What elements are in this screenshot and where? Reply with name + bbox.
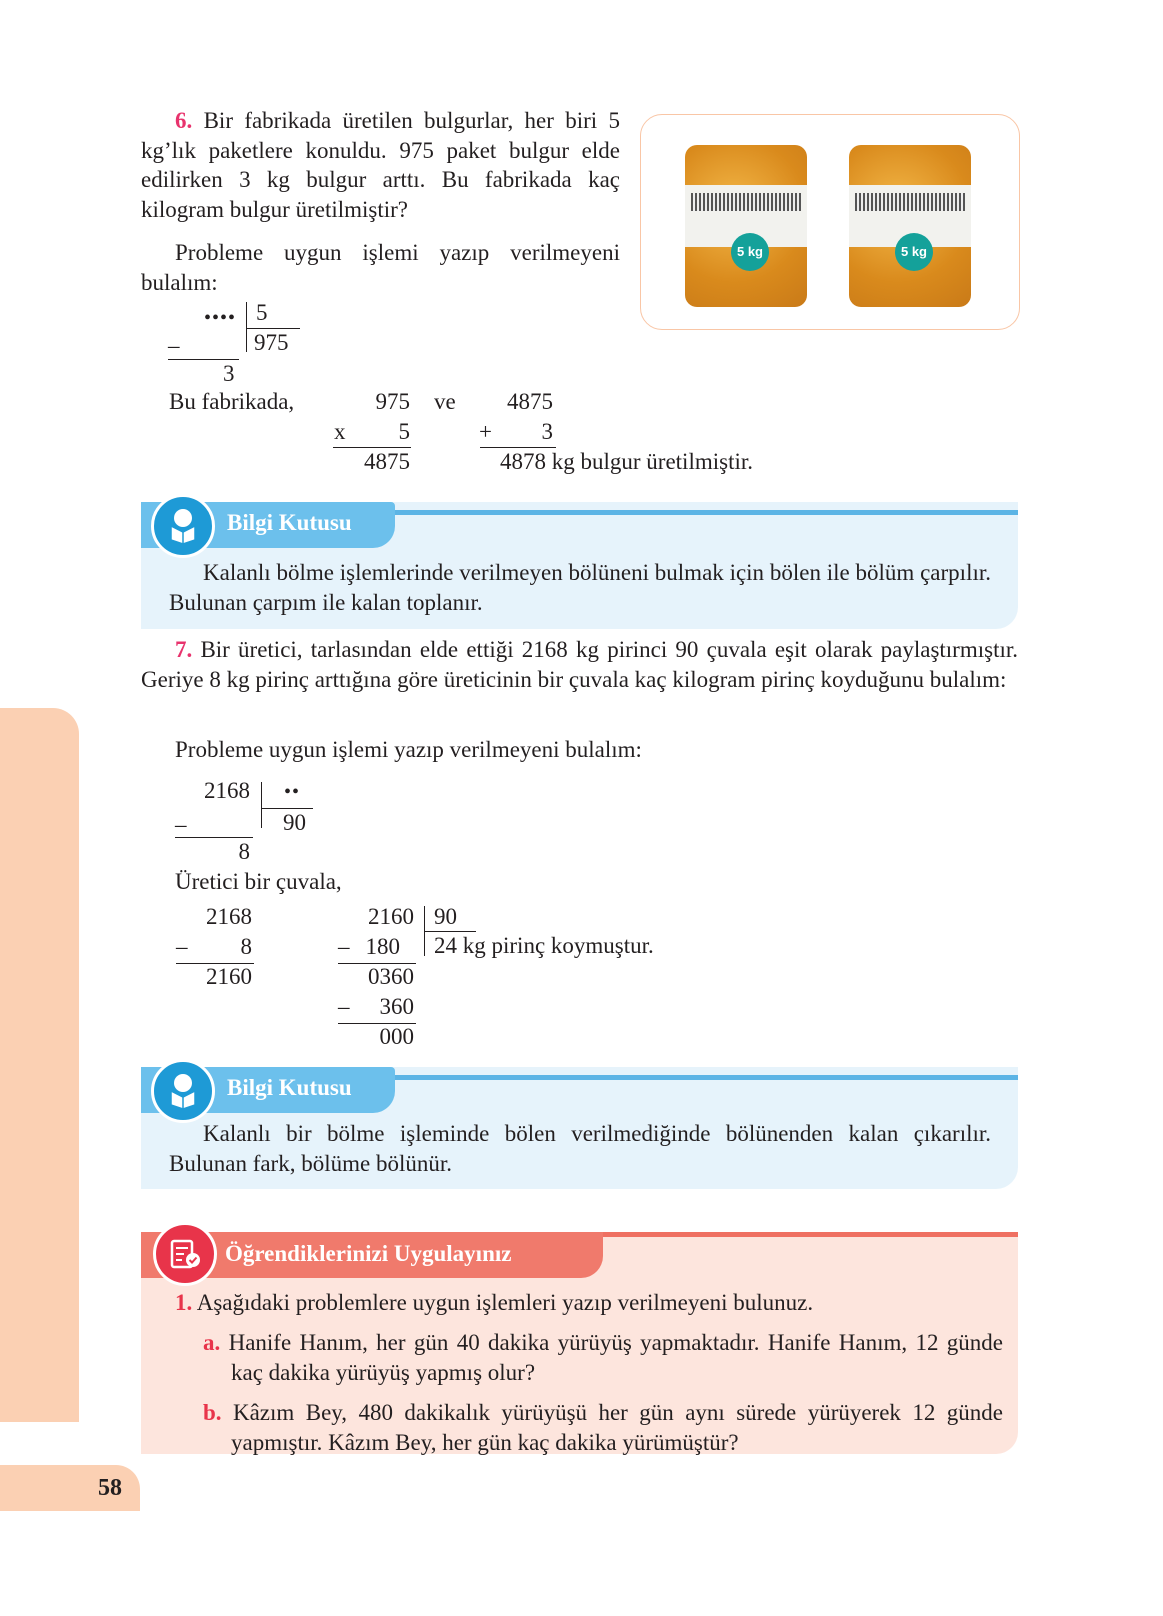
- result-lead: Üretici bir çuvala,: [175, 869, 342, 894]
- add-b: 3: [541, 419, 553, 444]
- remainder: 3: [223, 361, 235, 386]
- ve-text: ve: [434, 389, 456, 414]
- remainder: 8: [238, 839, 250, 864]
- sub-b: 8: [240, 934, 252, 959]
- info-box-title: Bilgi Kutusu: [227, 1075, 352, 1100]
- practice-item-b: [203, 1398, 1003, 1457]
- minus-sign: –: [168, 333, 180, 358]
- long-dividend: 2160: [368, 904, 414, 929]
- problem-number: 7.: [175, 637, 193, 662]
- mul-op: x: [334, 419, 346, 444]
- item-letter: b.: [203, 1400, 222, 1425]
- minus-sign: –: [175, 812, 187, 837]
- long-step1: 180: [365, 934, 400, 959]
- side-margin-bar: [0, 708, 79, 1422]
- add-op: +: [479, 419, 492, 444]
- quotient: 90: [283, 810, 306, 835]
- gift-box-icon: [151, 1059, 215, 1123]
- sub-op: –: [176, 934, 188, 959]
- item-text: Kâzım Bey, 480 dakikalık yürüyüşü her gün aynı sürede yürüyerek 12 günde yapmıştır. Kâzım Bey, her gün kaç dakika yürümüştür?: [231, 1400, 1004, 1455]
- add-result-line: [500, 449, 753, 475]
- bulgur-bag: 5 kg: [685, 145, 807, 307]
- mul-result: 4875: [364, 449, 410, 474]
- item-letter: a.: [203, 1330, 221, 1355]
- info-box: [141, 502, 1018, 629]
- practice-question: [175, 1288, 813, 1318]
- mul-a: 975: [375, 389, 410, 414]
- minus-sign: –: [338, 934, 350, 959]
- practice-box: [141, 1232, 1018, 1454]
- long-rem1: 0360: [368, 964, 414, 989]
- quotient: 975: [254, 330, 289, 355]
- add-result: 4878: [500, 449, 546, 474]
- problem-7: [141, 635, 1018, 694]
- item-text: Hanife Hanım, her gün 40 dakika yürüyüş yapmaktadır. Hanife Hanım, 12 günde kaç dakika yürüyüş yapmış olur?: [228, 1330, 1004, 1385]
- long-divisor: 90: [434, 904, 457, 929]
- dividend: 2168: [204, 778, 250, 803]
- long-rem2: 000: [379, 1024, 414, 1049]
- divisor: 5: [256, 300, 268, 325]
- problem-text: Bir üretici, tarlasından elde ettiği 2168 kg pirinci 90 çuvala eşit olarak paylaştırmıştır. Geriye 8 kg pirinç arttığına göre üreticinin bir çuvala kaç kilogram pirinç koyduğunu bulalım:: [141, 637, 1018, 692]
- conclusion: kg bulgur üretilmiştir.: [551, 449, 753, 474]
- practice-title: Öğrendiklerinizi Uygulayınız: [225, 1241, 512, 1266]
- result-lead: Bu fabrikada,: [169, 389, 295, 414]
- problem-6: [141, 106, 620, 224]
- info-box-text: Kalanlı bir bölme işleminde bölen verilmediğinde bölünenden kalan çıkarılır. Bulunan fark, bölüme bölünür.: [169, 1121, 991, 1176]
- long-quotient: 24: [434, 933, 457, 958]
- conclusion: kg pirinç koymuştur.: [462, 933, 654, 958]
- sub-a: 2168: [206, 904, 252, 929]
- long-quotient-line: [434, 933, 654, 959]
- problem-7-instruction: Probleme uygun işlemi yazıp verilmeyeni bulalım:: [175, 737, 642, 762]
- problem-text: Bir fabrikada üretilen bulgurlar, her biri 5 kg’lık paketlere konuldu. 975 paket bulgur elde edilirken 3 kg bulgur arttı. Bu fabrikada kaç kilogram bulgur üretilmiştir?: [141, 108, 621, 222]
- info-box: [141, 1067, 1018, 1189]
- long-step2: 360: [379, 994, 414, 1019]
- gift-box-icon: [151, 494, 215, 558]
- problem-6-instruction: Probleme uygun işlemi yazıp verilmeyeni bulalım:: [141, 240, 620, 295]
- bulgur-bag: 5 kg: [849, 145, 971, 307]
- dividend-unknown: ••••: [203, 307, 236, 329]
- add-a: 4875: [507, 389, 553, 414]
- page-number: 58: [0, 1465, 140, 1511]
- info-box-title: Bilgi Kutusu: [227, 510, 352, 535]
- sub-result: 2160: [206, 964, 252, 989]
- question-number: 1.: [175, 1290, 193, 1315]
- bulgur-image: [640, 114, 1020, 330]
- info-box-text: Kalanlı bölme işlemlerinde verilmeyen bölüneni bulmak için bölen ile bölüm çarpılır. Bulunan çarpım ile kalan toplanır.: [169, 560, 991, 615]
- mul-b: 5: [398, 419, 410, 444]
- divisor-unknown: ••: [284, 781, 301, 803]
- problem-number: 6.: [175, 108, 193, 133]
- practice-item-a: [203, 1328, 1003, 1387]
- question-text: Aşağıdaki problemlere uygun işlemleri yazıp verilmeyeni bulunuz.: [196, 1290, 814, 1315]
- minus-sign: –: [338, 994, 350, 1019]
- checklist-icon: [153, 1222, 217, 1286]
